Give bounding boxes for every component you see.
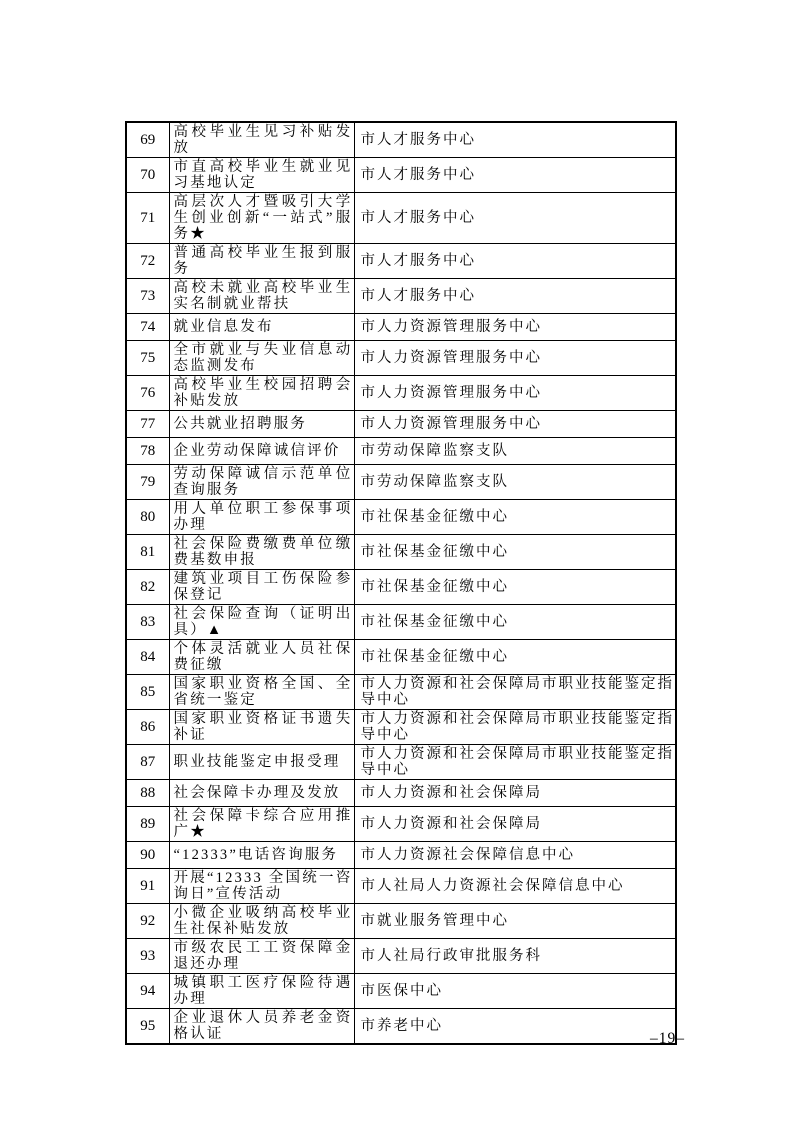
responsible-unit-cell: 市社保基金征缴中心 xyxy=(354,605,676,640)
responsible-unit-cell: 市人力资源管理服务中心 xyxy=(354,341,676,376)
row-number-cell: 93 xyxy=(126,939,169,974)
table-body xyxy=(126,122,676,1044)
table-row xyxy=(126,411,676,438)
row-number-cell: 69 xyxy=(126,122,169,158)
row-number-cell: 79 xyxy=(126,465,169,500)
row-number-cell: 77 xyxy=(126,411,169,438)
responsible-unit-cell: 市人力资源和社会保障局市职业技能鉴定指导中心 xyxy=(354,745,676,780)
table-row xyxy=(126,869,676,904)
responsible-unit-cell: 市社保基金征缴中心 xyxy=(354,500,676,535)
table-row xyxy=(126,605,676,640)
service-item-cell: 社会保障卡综合应用推广★ xyxy=(169,807,354,842)
table-row xyxy=(126,939,676,974)
service-items-table xyxy=(125,121,677,1045)
service-item-cell: 用人单位职工参保事项办理 xyxy=(169,500,354,535)
service-item-cell: 公共就业招聘服务 xyxy=(169,411,354,438)
row-number-cell: 85 xyxy=(126,675,169,710)
table-row xyxy=(126,745,676,780)
row-number-cell: 87 xyxy=(126,745,169,780)
service-item-cell: 市直高校毕业生就业见习基地认定 xyxy=(169,158,354,193)
row-number-cell: 78 xyxy=(126,438,169,465)
table-row xyxy=(126,710,676,745)
row-number-cell: 89 xyxy=(126,807,169,842)
row-number-cell: 80 xyxy=(126,500,169,535)
responsible-unit-cell: 市人力资源管理服务中心 xyxy=(354,314,676,341)
service-item-cell: 高层次人才暨吸引大学生创业创新“一站式”服务★ xyxy=(169,193,354,244)
service-item-cell: “12333”电话咨询服务 xyxy=(169,842,354,869)
service-item-cell: 国家职业资格证书遗失补证 xyxy=(169,710,354,745)
service-item-cell: 普通高校毕业生报到服务 xyxy=(169,244,354,279)
table-row xyxy=(126,1009,676,1045)
table-row xyxy=(126,279,676,314)
service-item-cell: 国家职业资格全国、全省统一鉴定 xyxy=(169,675,354,710)
table-row xyxy=(126,465,676,500)
service-item-cell: 全市就业与失业信息动态监测发布 xyxy=(169,341,354,376)
responsible-unit-cell: 市人才服务中心 xyxy=(354,122,676,158)
responsible-unit-cell: 市人力资源和社会保障局 xyxy=(354,780,676,807)
service-item-cell: 社会保险查询（证明出具）▲ xyxy=(169,605,354,640)
service-item-cell: 劳动保障诚信示范单位查询服务 xyxy=(169,465,354,500)
responsible-unit-cell: 市人才服务中心 xyxy=(354,279,676,314)
responsible-unit-cell: 市人才服务中心 xyxy=(354,158,676,193)
table-row xyxy=(126,341,676,376)
table-row xyxy=(126,974,676,1009)
responsible-unit-cell: 市养老中心 xyxy=(354,1009,676,1045)
service-item-cell: 高校毕业生见习补贴发放 xyxy=(169,122,354,158)
service-item-cell: 城镇职工医疗保险待遇办理 xyxy=(169,974,354,1009)
responsible-unit-cell: 市人才服务中心 xyxy=(354,193,676,244)
table-row xyxy=(126,640,676,675)
row-number-cell: 75 xyxy=(126,341,169,376)
responsible-unit-cell: 市劳动保障监察支队 xyxy=(354,438,676,465)
table-row xyxy=(126,842,676,869)
responsible-unit-cell: 市人力资源和社会保障局 xyxy=(354,807,676,842)
responsible-unit-cell: 市就业服务管理中心 xyxy=(354,904,676,939)
table-row xyxy=(126,122,676,158)
row-number-cell: 91 xyxy=(126,869,169,904)
table-row xyxy=(126,675,676,710)
row-number-cell: 94 xyxy=(126,974,169,1009)
table-row xyxy=(126,193,676,244)
row-number-cell: 90 xyxy=(126,842,169,869)
table-row xyxy=(126,376,676,411)
row-number-cell: 95 xyxy=(126,1009,169,1045)
row-number-cell: 81 xyxy=(126,535,169,570)
service-item-cell: 职业技能鉴定申报受理 xyxy=(169,745,354,780)
service-item-cell: 开展“12333 全国统一咨询日”宣传活动 xyxy=(169,869,354,904)
row-number-cell: 76 xyxy=(126,376,169,411)
table-row xyxy=(126,314,676,341)
responsible-unit-cell: 市人力资源和社会保障局市职业技能鉴定指导中心 xyxy=(354,675,676,710)
responsible-unit-cell: 市人力资源管理服务中心 xyxy=(354,376,676,411)
row-number-cell: 88 xyxy=(126,780,169,807)
row-number-cell: 86 xyxy=(126,710,169,745)
table-row xyxy=(126,780,676,807)
row-number-cell: 72 xyxy=(126,244,169,279)
service-item-cell: 小微企业吸纳高校毕业生社保补贴发放 xyxy=(169,904,354,939)
row-number-cell: 73 xyxy=(126,279,169,314)
table-row xyxy=(126,158,676,193)
row-number-cell: 71 xyxy=(126,193,169,244)
service-item-cell: 就业信息发布 xyxy=(169,314,354,341)
responsible-unit-cell: 市社保基金征缴中心 xyxy=(354,640,676,675)
responsible-unit-cell: 市医保中心 xyxy=(354,974,676,1009)
row-number-cell: 92 xyxy=(126,904,169,939)
row-number-cell: 83 xyxy=(126,605,169,640)
table-row xyxy=(126,904,676,939)
table-row xyxy=(126,244,676,279)
table-row xyxy=(126,500,676,535)
row-number-cell: 74 xyxy=(126,314,169,341)
service-item-cell: 企业退休人员养老金资格认证 xyxy=(169,1009,354,1045)
service-item-cell: 高校未就业高校毕业生实名制就业帮扶 xyxy=(169,279,354,314)
responsible-unit-cell: 市人力资源社会保障信息中心 xyxy=(354,842,676,869)
row-number-cell: 70 xyxy=(126,158,169,193)
responsible-unit-cell: 市人力资源管理服务中心 xyxy=(354,411,676,438)
service-item-cell: 社会保险费缴费单位缴费基数申报 xyxy=(169,535,354,570)
responsible-unit-cell: 市人才服务中心 xyxy=(354,244,676,279)
row-number-cell: 82 xyxy=(126,570,169,605)
table-row xyxy=(126,438,676,465)
table-row xyxy=(126,535,676,570)
responsible-unit-cell: 市社保基金征缴中心 xyxy=(354,535,676,570)
responsible-unit-cell: 市人社局行政审批服务科 xyxy=(354,939,676,974)
responsible-unit-cell: 市人力资源和社会保障局市职业技能鉴定指导中心 xyxy=(354,710,676,745)
responsible-unit-cell: 市劳动保障监察支队 xyxy=(354,465,676,500)
service-item-cell: 高校毕业生校园招聘会补贴发放 xyxy=(169,376,354,411)
table-row xyxy=(126,807,676,842)
responsible-unit-cell: 市社保基金征缴中心 xyxy=(354,570,676,605)
row-number-cell: 84 xyxy=(126,640,169,675)
service-item-cell: 个体灵活就业人员社保费征缴 xyxy=(169,640,354,675)
page-number: –19– xyxy=(650,1030,685,1047)
service-item-cell: 市级农民工工资保障金退还办理 xyxy=(169,939,354,974)
service-item-cell: 社会保障卡办理及发放 xyxy=(169,780,354,807)
table-row xyxy=(126,570,676,605)
service-item-cell: 建筑业项目工伤保险参保登记 xyxy=(169,570,354,605)
responsible-unit-cell: 市人社局人力资源社会保障信息中心 xyxy=(354,869,676,904)
service-item-cell: 企业劳动保障诚信评价 xyxy=(169,438,354,465)
